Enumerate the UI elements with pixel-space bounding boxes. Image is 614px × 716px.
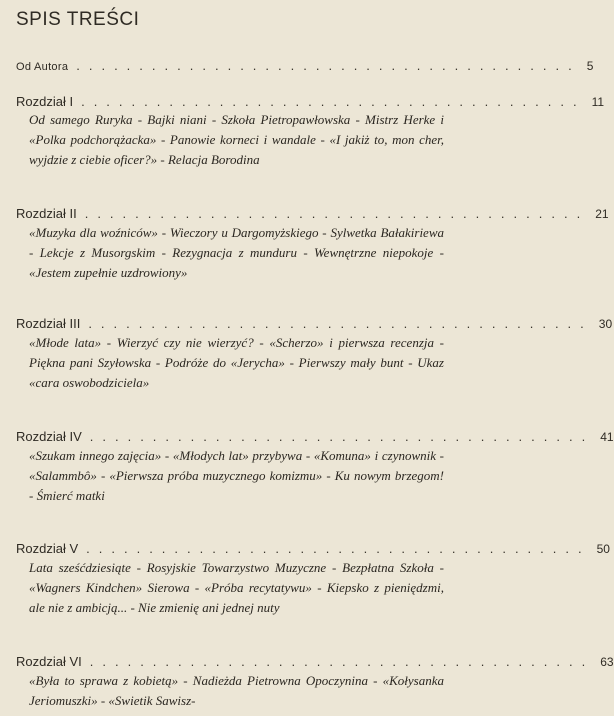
page-number: 5 [586, 59, 594, 73]
page-number: 30 [598, 317, 613, 331]
entry-label: Rozdział I [16, 94, 74, 109]
toc-entry-chapter-1 [16, 94, 605, 109]
toc-entry-chapter-3 [16, 316, 613, 331]
dot-leader: ........................................ [76, 58, 581, 73]
chapter-description: «Była to sprawa z kobietą» - Nadieżda Pietrowna Opoczynina - «Kołysanka Jeriomuszki» - «Swietik Sawisz- [29, 673, 444, 708]
entry-label: Rozdział II [16, 206, 77, 221]
toc-entry-chapter-4 [16, 429, 614, 444]
toc-entry-chapter-2 [16, 206, 609, 221]
entry-label: Rozdział VI [16, 654, 82, 669]
dot-leader: ........................................ [88, 316, 593, 331]
dot-leader: ........................................ [84, 206, 590, 221]
entry-label: Rozdział V [16, 541, 79, 556]
entry-label: Rozdział III [16, 316, 81, 331]
toc-entry-chapter-6 [16, 654, 614, 669]
chapter-description: «Muzyka dla woźniców» - Wieczory u Dargomyżskiego - Sylwetka Bałakiriewa - Lekcje z Musorgskim - Rezygnacja z munduru - Wewnętrzne niepokoje - «Jestem zupełnie uzdrowiony» [29, 225, 444, 280]
page-number: 21 [595, 207, 609, 221]
dot-leader: ........................................ [86, 541, 591, 556]
toc-entry-preface [16, 58, 594, 73]
page-number: 63 [600, 655, 614, 669]
dot-leader: ........................................ [89, 429, 595, 444]
dot-leader: ........................................ [81, 94, 586, 109]
page-number: 11 [591, 95, 605, 109]
chapter-description: Lata sześćdziesiąte - Rosyjskie Towarzystwo Muzyczne - Bezpłatna Szkoła - «Wagners Kindchen» Sierowa - «Próba recytatywu» - Kiepsko z pieniędzmi, ale nie z ambicją... - Nie zmienię ani jednej nuty [29, 560, 444, 615]
page-number: 41 [600, 430, 614, 444]
entry-label: Rozdział IV [16, 429, 82, 444]
toc-entry-chapter-5 [16, 541, 610, 556]
dot-leader: ........................................ [89, 654, 595, 669]
chapter-description: «Szukam innego zajęcia» - «Młodych lat» przybywa - «Komuna» i czynownik - «Salammbô» - «Pierwsza próba muzycznego komizmu» - Ku nowym brzegom! - Śmierć matki [29, 448, 444, 503]
page-number: 50 [596, 542, 610, 556]
chapter-description: Od samego Ruryka - Bajki niani - Szkoła Pietropawłowska - Mistrz Herke i «Polka podchorążacka» - Panowie korneci i wandale - «I jakiż to, mon cher, wyjdzie z ciebie oficer?» - Relacja Borodina [29, 112, 444, 167]
page-title: SPIS TREŚCI [16, 9, 140, 30]
entry-label: Od Autora [16, 61, 69, 73]
chapter-description: «Młode lata» - Wierzyć czy nie wierzyć? - «Scherzo» i pierwsza recenzja - Piękna pani Szyłowska - Podróże do «Jerycha» - Pierwszy mały bunt - Ukaz «cara oswobodziciela» [29, 335, 444, 390]
